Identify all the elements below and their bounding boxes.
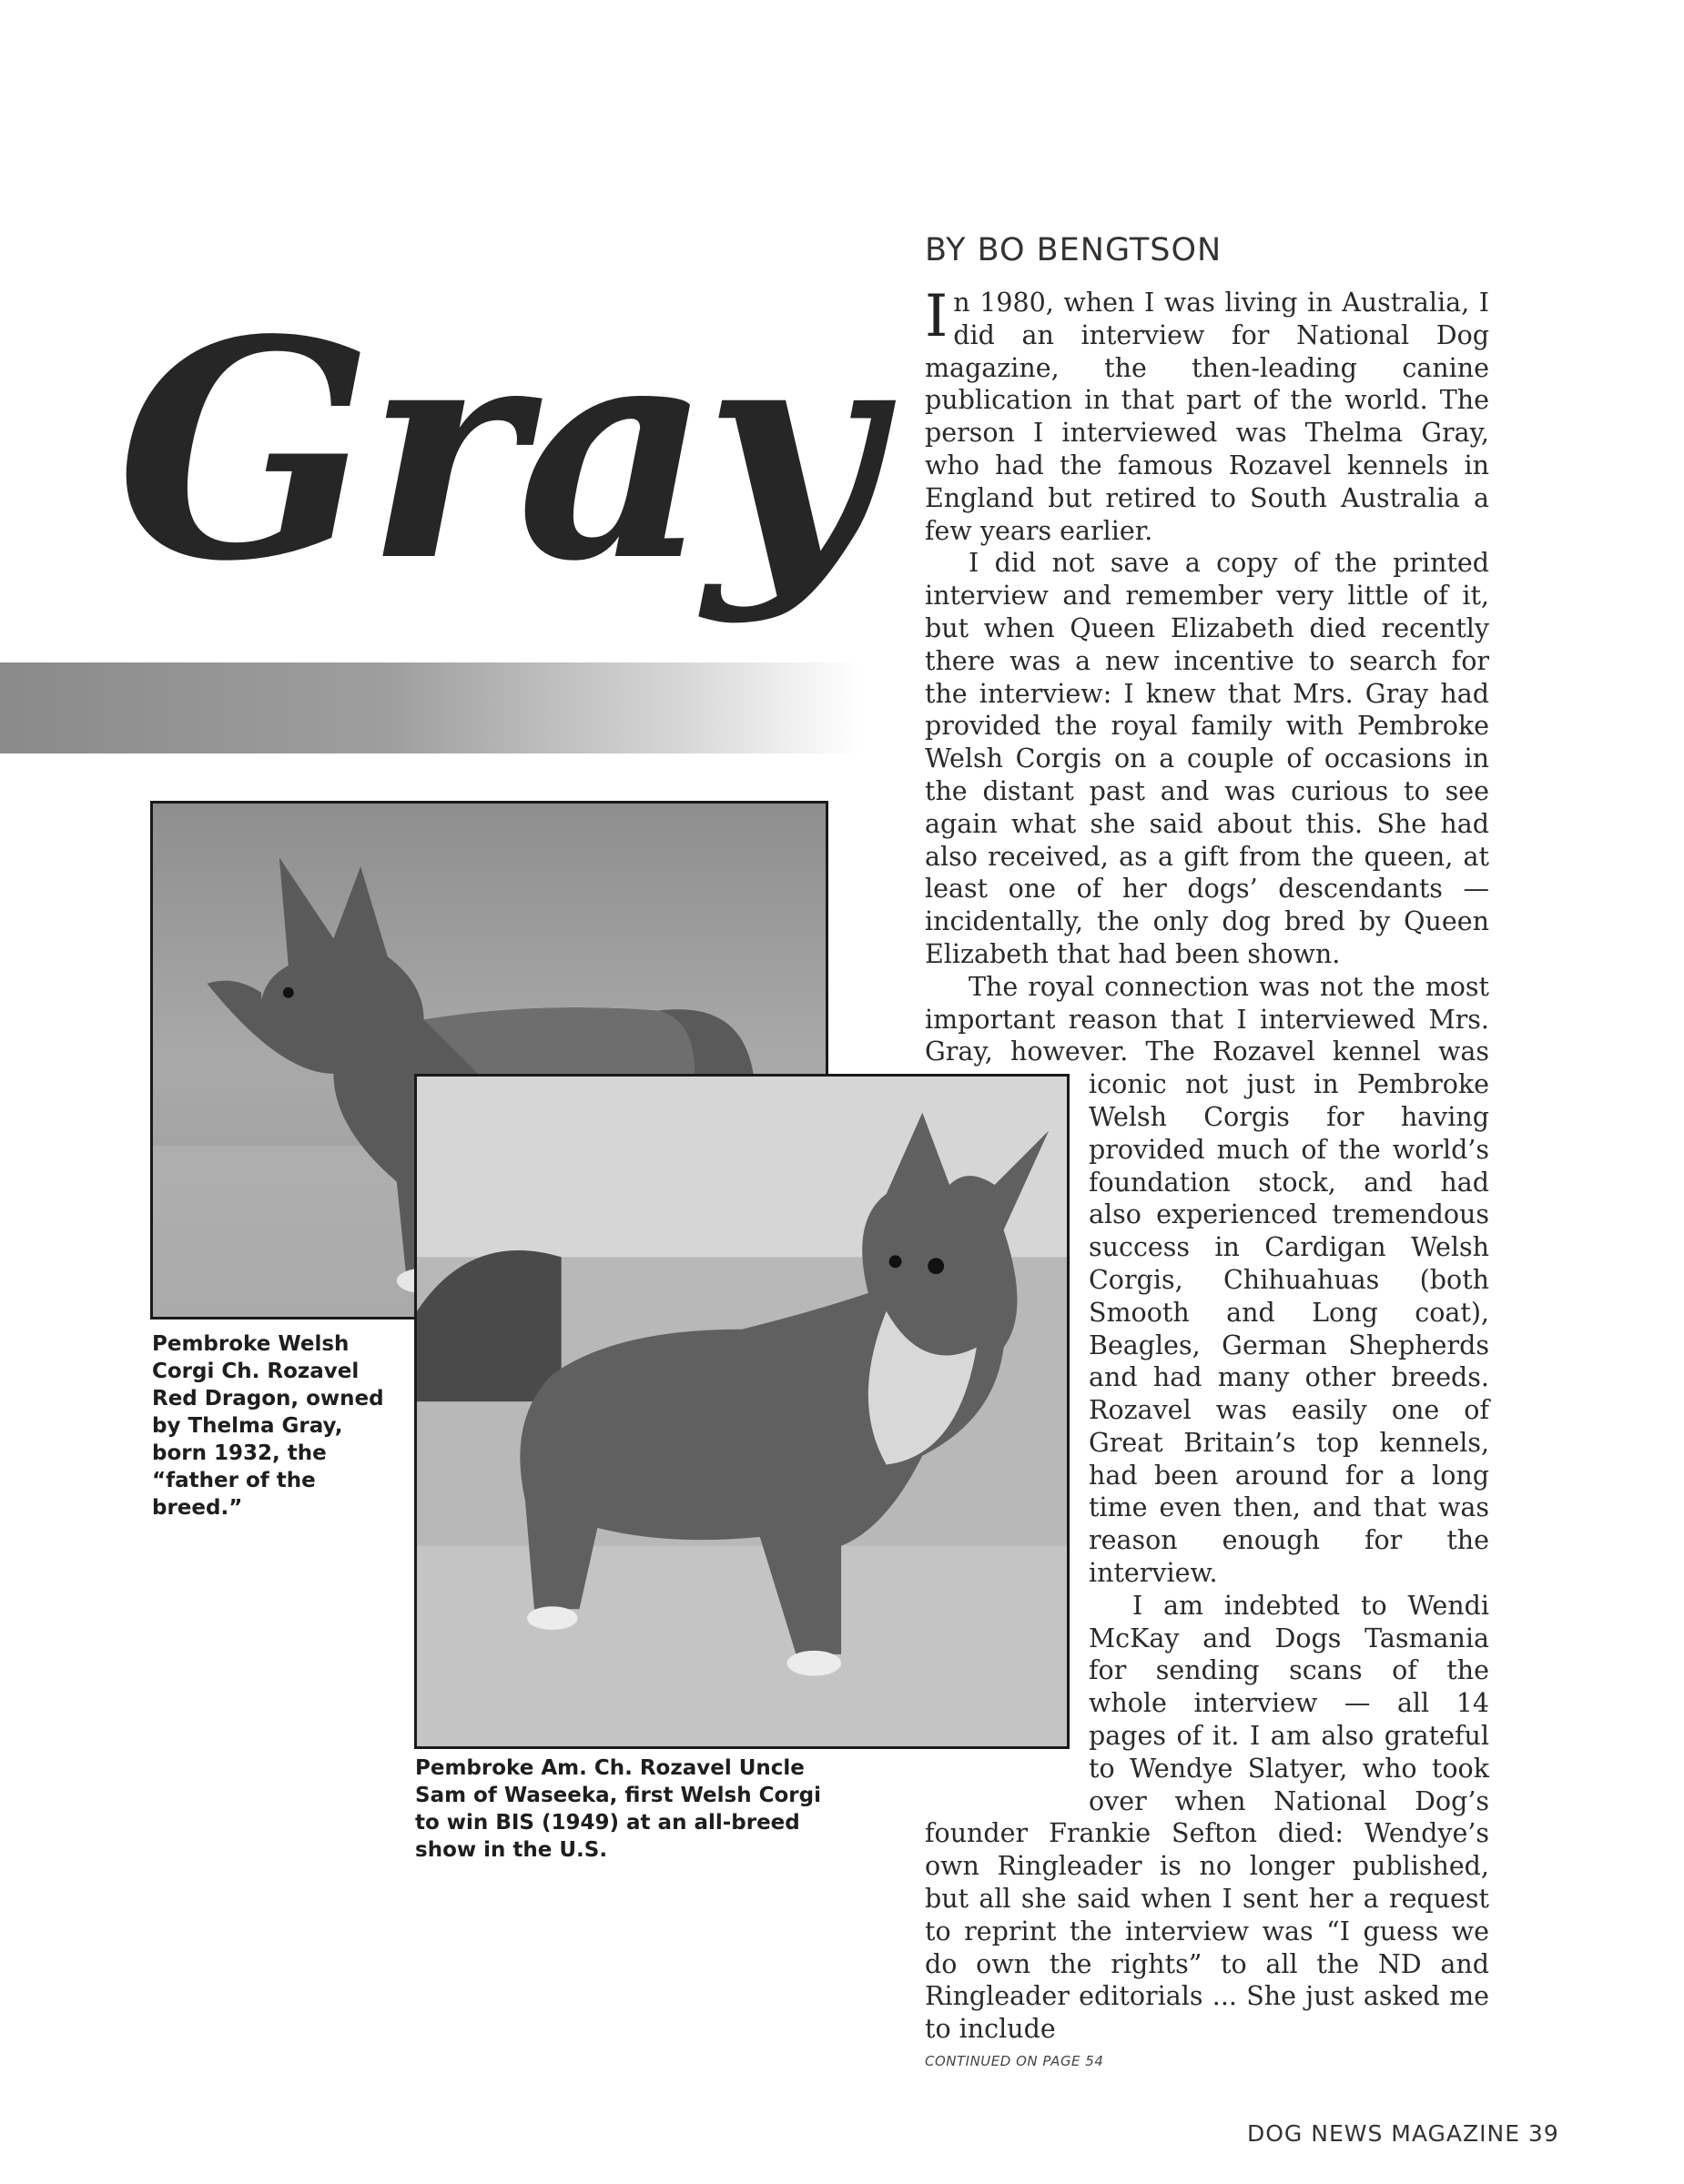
paragraph-1 [925,283,1489,547]
gradient-band [0,662,860,753]
article-title: Gray [117,274,872,627]
article-body [925,283,1489,2070]
photo2-caption: Pembroke Am. Ch. Rozavel Uncle Sam of Waseeka, first Welsh Corgi to win BIS (1949) at an all-breed show in the U.S. [415,1756,821,1862]
text-wrap-spacer [925,1068,1089,1805]
paragraph-1-text: n 1980, when I was living in Australia, I did an interview for National Dog magazine, the then-leading canine publication in that part of the world. The person I interviewed was Thelma Gray, who had the famous Rozavel kennels in England but retired to South Australia a few years earlier. [925,288,1489,546]
drop-cap: I [925,283,949,350]
page-folio: DOG NEWS MAGAZINE 39 [1247,2120,1559,2147]
byline: BY BO BENGTSON [925,232,1222,268]
continued-note: CONTINUED ON PAGE 54 [925,2053,1104,2070]
paragraph-2: I did not save a copy of the printed interview and remember very little of it, but when Queen Elizabeth died recently there was a new incentive to search for the interview: I knew that Mrs. Gray had provided the royal family with Pembroke Welsh Corgis on a couple of occasions in the distant past and was curious to see again what she said about this. She had also received, as a gift from the queen, at least one of her dogs’ descendants — incidentally, the only dog bred by Queen Elizabeth that had been shown. [925,548,1489,969]
paragraph-3-text: The royal connection was not the most important reason that I interviewed Mrs. Gray, however. The Rozavel kennel was iconic not just in Pembroke Welsh Corgis for having provided much of the world’s foundation stock, and had also experienced tremendous success in Cardigan Welsh Corgis, Chihuahuas (both Smooth and Long coat), Beagles, German Shepherds and had many other breeds. Rozavel was easily one of Great Britain’s top kennels, had been around for a long time even then, and that was reason enough for the interview. [925,971,1489,1589]
paragraph-4: I am indebted to Wendi McKay and Dogs Tasmania for sending scans of the whole interview — all 14 pages of it. I am also grateful to Wendye Slatyer, who took over when National Dog’s founder Frankie Sefton died: Wendye’s own Ringleader is no longer published, but all she said when I sent her a request to reprint the interview was “I guess we do own the rights” to all the ND and Ringleader editorials ... She just asked me to include [925,1590,1489,2045]
paragraph-3 [925,971,1489,1590]
photo1-caption: Pembroke Welsh Corgi Ch. Rozavel Red Dragon, owned by Thelma Gray, born 1932, the “father of the breed.” [152,1332,384,1520]
